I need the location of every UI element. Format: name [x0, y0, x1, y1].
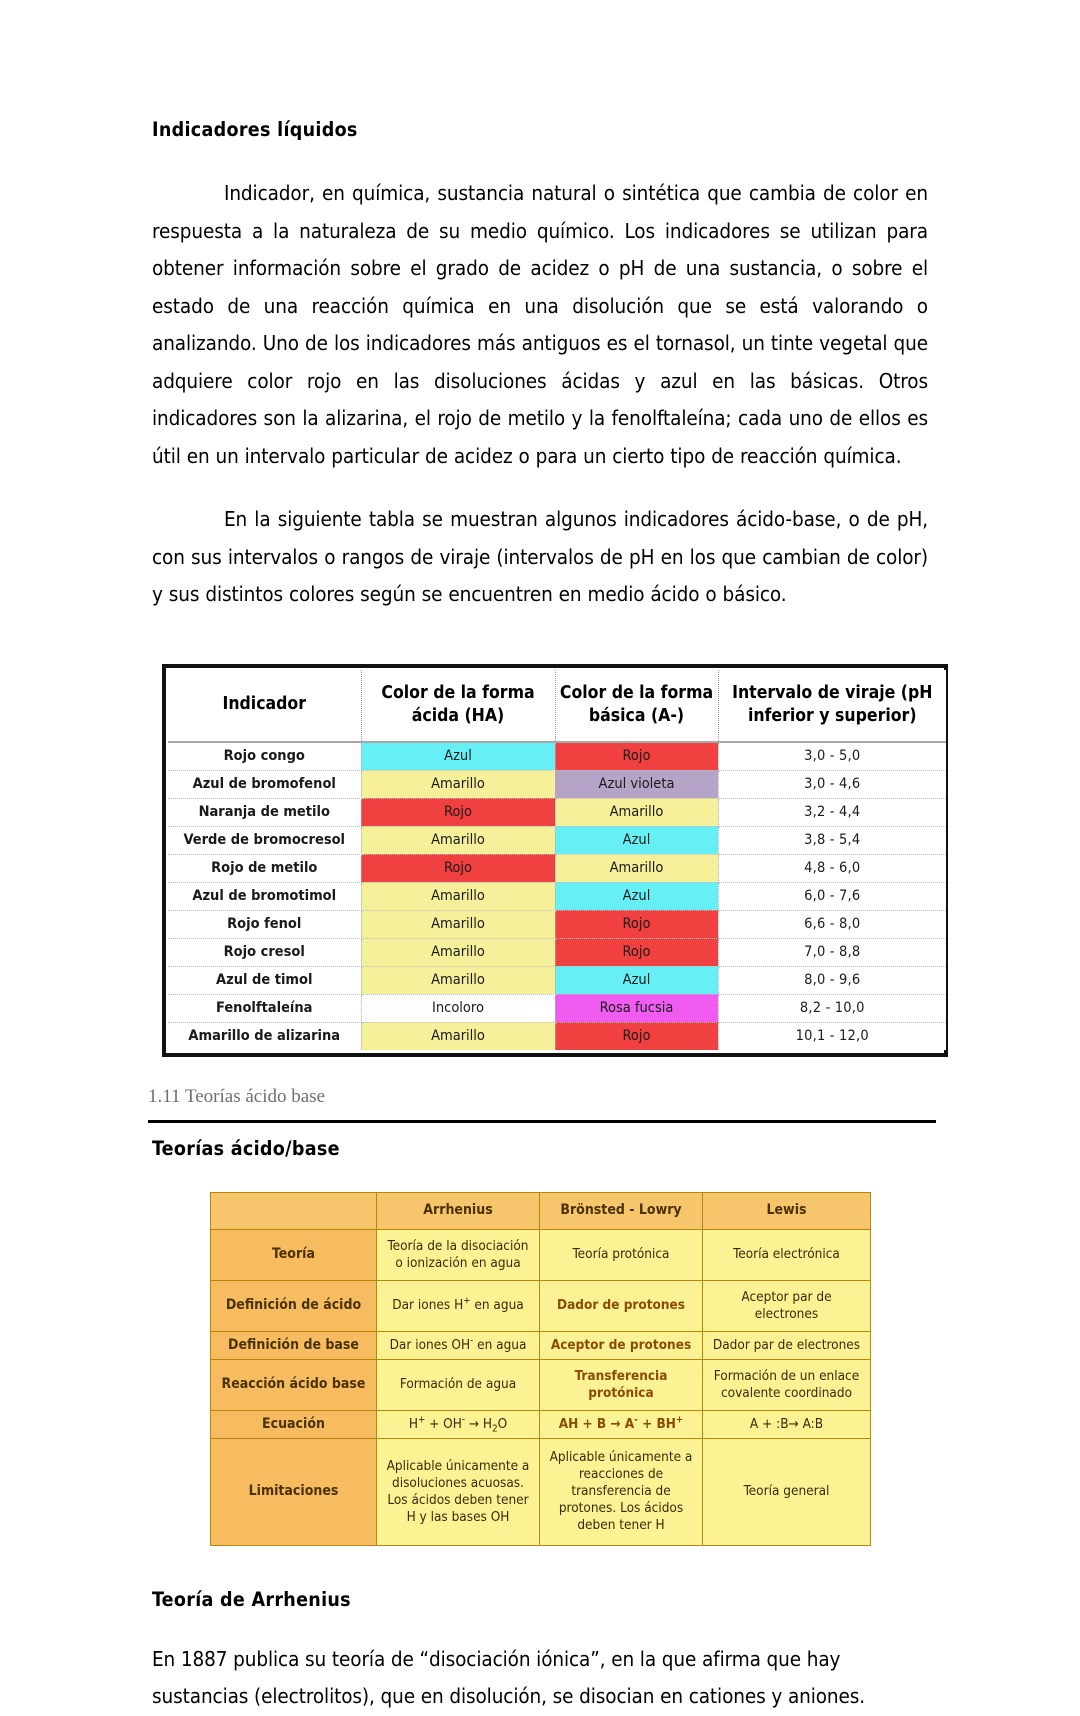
- indicator-name: Fenolftaleína: [168, 994, 361, 1022]
- table-row: [168, 854, 946, 882]
- ph-range-cell: 3,0 - 4,6: [718, 770, 946, 798]
- table-row: [168, 798, 946, 826]
- ph-range-cell: 4,8 - 6,0: [718, 854, 946, 882]
- theory-row-label: Reacción ácido base: [211, 1359, 377, 1410]
- theory-cell-lewis: Teoría general: [703, 1438, 871, 1545]
- indicator-name: Azul de timol: [168, 966, 361, 994]
- table-row: [168, 938, 946, 966]
- table-row: [168, 826, 946, 854]
- section-number: 1.11 Teorías ácido base: [148, 1085, 326, 1107]
- theory-row-label: Teoría: [211, 1229, 377, 1280]
- base-color-cell: Azul violeta: [555, 770, 718, 798]
- indicator-name: Rojo fenol: [168, 910, 361, 938]
- theory-cell-lewis: Aceptor par de electrones: [703, 1280, 871, 1331]
- table-row: [168, 770, 946, 798]
- table-row: [211, 1229, 871, 1280]
- base-color-cell: Amarillo: [555, 798, 718, 826]
- col-header-indicador: [168, 670, 361, 742]
- theory-cell-lewis: A + :B→ A:B: [703, 1410, 871, 1438]
- header-line: básica (A-): [588, 705, 685, 726]
- col-header-lewis: Lewis: [703, 1192, 871, 1229]
- sub-heading: Teorías ácido/base: [152, 1136, 340, 1160]
- theory-cell-bronsted: Aceptor de protones: [540, 1331, 703, 1359]
- base-color-cell: Azul: [555, 966, 718, 994]
- theory-row-label: Limitaciones: [211, 1438, 377, 1545]
- table-row: [211, 1331, 871, 1359]
- table-row: [211, 1280, 871, 1331]
- theory-row-label: Ecuación: [211, 1410, 377, 1438]
- section-divider: [148, 1120, 936, 1123]
- indicator-name: Rojo cresol: [168, 938, 361, 966]
- theory-cell-lewis: Formación de un enlace covalente coordinado: [703, 1359, 871, 1410]
- page-title: Indicadores líquidos: [152, 118, 358, 141]
- base-color-cell: Rojo: [555, 742, 718, 771]
- table-row: [168, 742, 946, 771]
- indicators-table-container: [162, 664, 948, 1057]
- tail-paragraph: En 1887 publica su teoría de “disociación iónica”, en la que afirma que hay sustancias (electrolitos), que en disolución, se disocian en cationes y aniones.: [152, 1646, 866, 1709]
- indicator-name: Rojo de metilo: [168, 854, 361, 882]
- theories-table-container: [210, 1192, 870, 1546]
- table-header-row: [211, 1192, 871, 1229]
- ph-range-cell: 10,1 - 12,0: [718, 1022, 946, 1050]
- theory-row-label: Definición de ácido: [211, 1280, 377, 1331]
- theory-cell-bronsted: AH + B → A- + BH+: [540, 1410, 703, 1438]
- paragraph-table-intro: En la siguiente tabla se muestran algunos indicadores ácido-base, o de pH, con sus intervalos o rangos de viraje (intervalos de pH en los que cambian de color) y sus distintos colores según se encuentren en medio ácido o básico.: [152, 507, 928, 607]
- theory-cell-arrhenius: $H^+ + OH^- \to H_2O$: [377, 1410, 540, 1438]
- base-color-cell: Amarillo: [555, 854, 718, 882]
- col-header-intervalo-viraje: [718, 670, 946, 742]
- acid-color-cell: Amarillo: [361, 826, 555, 854]
- acid-color-cell: Rojo: [361, 798, 555, 826]
- table-row: [168, 994, 946, 1022]
- theory-cell-arrhenius: Aplicable únicamente a disoluciones acuosas. Los ácidos deben tener H y las bases OH: [377, 1438, 540, 1545]
- paragraph-intro: Indicador, en química, sustancia natural o sintética que cambia de color en respuesta a la naturaleza de su medio químico. Los indicadores se utilizan para obtener información sobre el grado de acidez o pH de una sustancia, o sobre el estado de una reacción química en una disolución que se está valorando o analizando. Uno de los indicadores más antiguos es el tornasol, un tinte vegetal que adquiere color rojo en las disoluciones ácidas y azul en las básicas. Otros indicadores son la alizarina, el rojo de metilo y la fenolftaleína; cada uno de ellos es útil en un intervalo particular de acidez o para un cierto tipo de reacción química.: [152, 181, 928, 468]
- table-row: [211, 1438, 871, 1545]
- ph-range-cell: 8,0 - 9,6: [718, 966, 946, 994]
- theory-cell-bronsted: Dador de protones: [540, 1280, 703, 1331]
- ph-range-cell: 8,2 - 10,0: [718, 994, 946, 1022]
- theory-cell-bronsted: Transferencia protónica: [540, 1359, 703, 1410]
- base-color-cell: Azul: [555, 826, 718, 854]
- ph-range-cell: 3,0 - 5,0: [718, 742, 946, 771]
- theories-table-head: [211, 1192, 871, 1229]
- acid-color-cell: Amarillo: [361, 966, 555, 994]
- header-line: inferior y superior): [747, 705, 917, 726]
- indicator-name: Azul de bromotimol: [168, 882, 361, 910]
- indicator-name: Azul de bromofenol: [168, 770, 361, 798]
- table-header-row: [168, 670, 946, 742]
- indicators-table-body: [168, 742, 946, 1050]
- table-row: [168, 966, 946, 994]
- table-row: [168, 910, 946, 938]
- indicators-table-head: [168, 670, 946, 742]
- acid-color-cell: Incoloro: [361, 994, 555, 1022]
- table-row: [211, 1359, 871, 1410]
- ph-range-cell: 3,8 - 5,4: [718, 826, 946, 854]
- table-row: [168, 882, 946, 910]
- tail-heading: Teoría de Arrhenius: [152, 1587, 351, 1611]
- col-header-arrhenius: Arrhenius: [377, 1192, 540, 1229]
- indicators-table: [168, 670, 946, 1050]
- indicator-name: Verde de bromocresol: [168, 826, 361, 854]
- header-line: Intervalo de viraje (pH: [732, 682, 933, 703]
- base-color-cell: Rojo: [555, 938, 718, 966]
- theory-cell-lewis: Dador par de electrones: [703, 1331, 871, 1359]
- header-line: Indicador: [222, 694, 307, 715]
- table-row: [211, 1410, 871, 1438]
- base-color-cell: Rojo: [555, 910, 718, 938]
- theories-table-body: [211, 1229, 871, 1545]
- acid-color-cell: Amarillo: [361, 938, 555, 966]
- header-line: Color de la forma: [381, 682, 535, 703]
- indicator-name: Amarillo de alizarina: [168, 1022, 361, 1050]
- arrhenius-section: [152, 1588, 928, 1716]
- theories-table: [210, 1192, 871, 1546]
- col-header-forma-acida: [361, 670, 555, 742]
- theory-cell-bronsted: Teoría protónica: [540, 1229, 703, 1280]
- col-header-forma-basica: [555, 670, 718, 742]
- ph-range-cell: 3,2 - 4,4: [718, 798, 946, 826]
- header-line: ácida (HA): [411, 705, 505, 726]
- indicator-name: Naranja de metilo: [168, 798, 361, 826]
- header-line: Color de la forma: [559, 682, 714, 703]
- ph-range-cell: 6,6 - 8,0: [718, 910, 946, 938]
- base-color-cell: Rojo: [555, 1022, 718, 1050]
- theories-corner-cell: [211, 1192, 377, 1229]
- col-header-bronsted-lowry: Brönsted - Lowry: [540, 1192, 703, 1229]
- document-content: [148, 118, 933, 1716]
- ph-range-cell: 7,0 - 8,8: [718, 938, 946, 966]
- acid-color-cell: Amarillo: [361, 910, 555, 938]
- theory-row-label: Definición de base: [211, 1331, 377, 1359]
- indicator-name: Rojo congo: [168, 742, 361, 771]
- acid-color-cell: Rojo: [361, 854, 555, 882]
- acid-color-cell: Amarillo: [361, 1022, 555, 1050]
- theory-cell-arrhenius: Dar iones H+ en agua: [377, 1280, 540, 1331]
- base-color-cell: Rosa fucsia: [555, 994, 718, 1022]
- table-row: [168, 1022, 946, 1050]
- acid-color-cell: Amarillo: [361, 882, 555, 910]
- theory-cell-arrhenius: Dar iones OH- en agua: [377, 1331, 540, 1359]
- base-color-cell: Azul: [555, 882, 718, 910]
- ph-range-cell: 6,0 - 7,6: [718, 882, 946, 910]
- theory-cell-arrhenius: Formación de agua: [377, 1359, 540, 1410]
- theory-cell-bronsted: Aplicable únicamente a reacciones de transferencia de protones. Los ácidos deben tener H: [540, 1438, 703, 1545]
- acid-color-cell: Amarillo: [361, 770, 555, 798]
- theory-cell-lewis: Teoría electrónica: [703, 1229, 871, 1280]
- theory-cell-arrhenius: Teoría de la disociación o ionización en agua: [377, 1229, 540, 1280]
- acid-color-cell: Azul: [361, 742, 555, 771]
